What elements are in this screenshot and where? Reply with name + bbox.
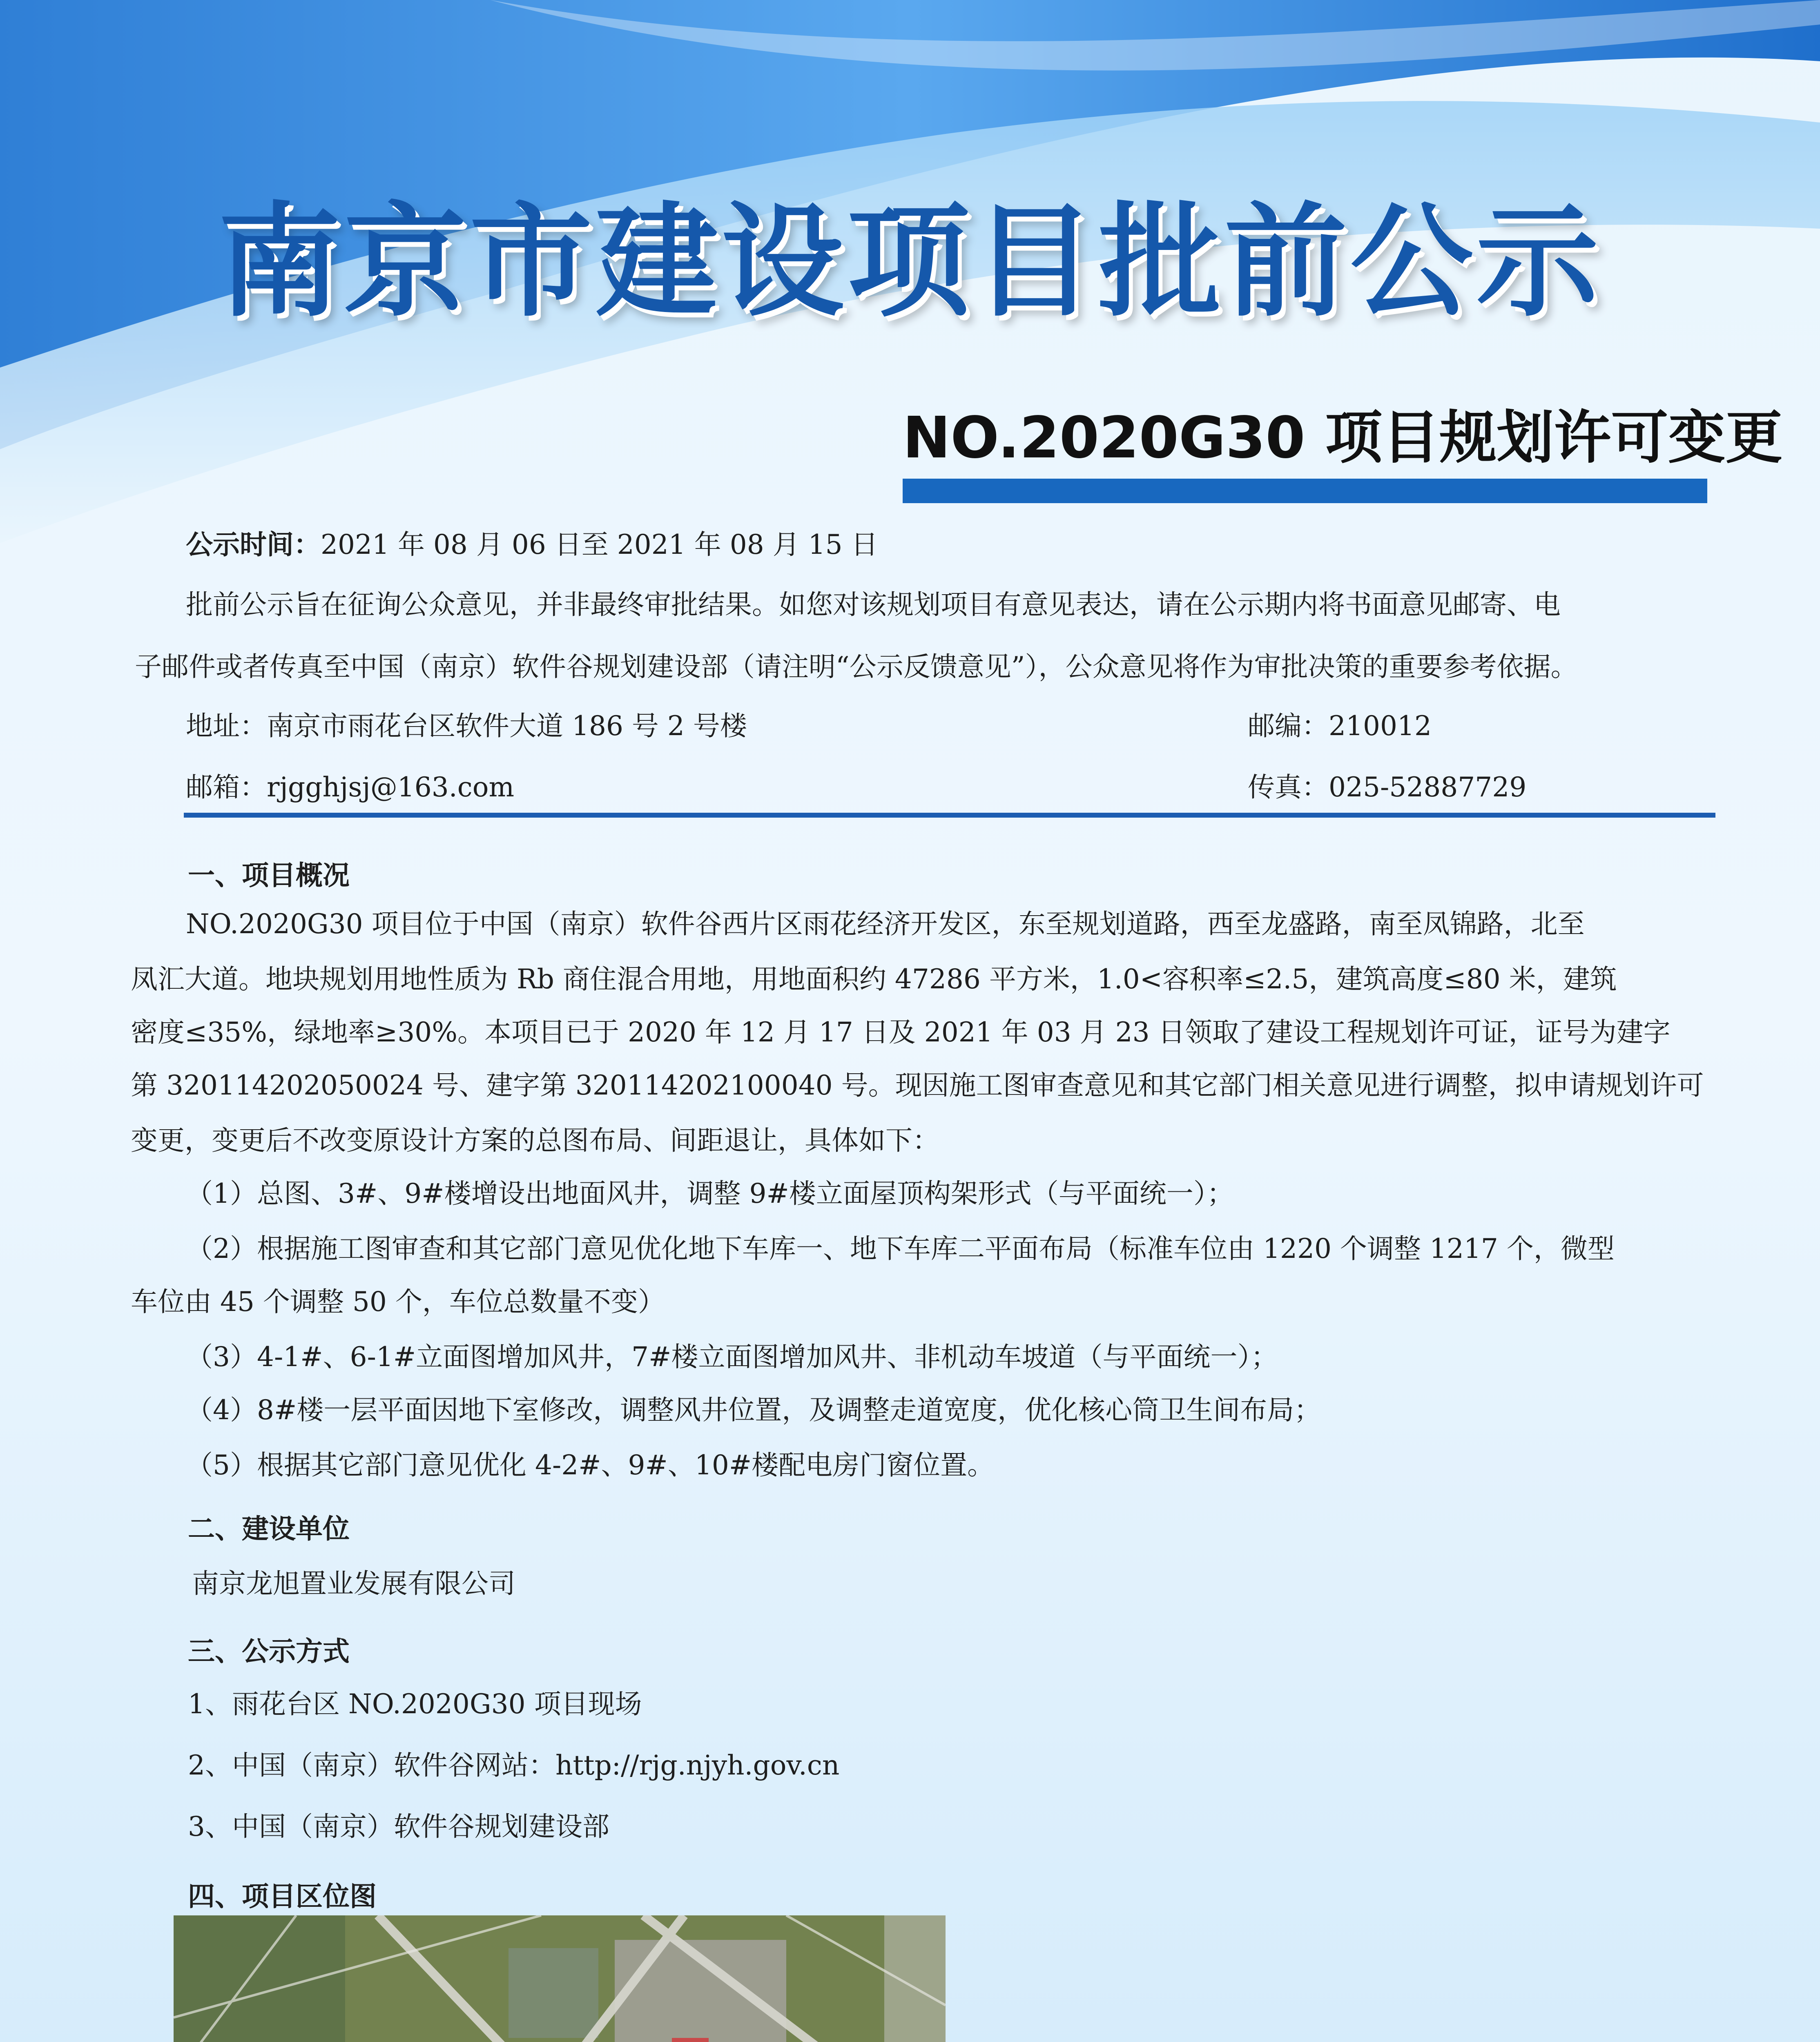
section-4-heading: 四、项目区位图: [188, 1881, 377, 1912]
section-3-heading: 三、公示方式: [188, 1636, 350, 1667]
change-item: （4）8#楼一层平面因地下室修改，调整风井位置，及调整走道宽度，优化核心筒卫生间布局；: [186, 1394, 1321, 1426]
publicity-method: 2、中国（南京）软件谷网站：http://rjg.njyh.gov.cn: [188, 1750, 840, 1781]
publicity-method: 1、雨花台区 NO.2020G30 项目现场: [188, 1688, 642, 1720]
notice-time-label: 公示时间：: [186, 528, 321, 560]
change-item: （1）总图、3#、9#楼增设出地面风井，调整 9#楼立面屋顶构架形式（与平面统一）；: [186, 1178, 1234, 1209]
section-1-heading: 一、项目概况: [188, 860, 350, 891]
subtitle-underline-bar: [903, 479, 1707, 503]
developer-name: 南京龙旭置业发展有限公司: [192, 1568, 515, 1599]
publicity-method: 3、中国（南京）软件谷规划建设部: [188, 1811, 609, 1842]
section-1-line: 密度≤35%，绿地率≥30%。本项目已于 2020 年 12 月 17 日及 2021 年 03 月 23 日领取了建设工程规划许可证，证号为建字: [131, 1017, 1671, 1048]
notice-intro-line-2: 子邮件或者传真至中国（南京）软件谷规划建设部（请注明“公示反馈意见”），公众意见将作为审批决策的重要参考依据。: [135, 651, 1578, 682]
location-map: [174, 1915, 946, 2042]
contact-address: 地址：南京市雨花台区软件大道 186 号 2 号楼: [186, 710, 747, 742]
satellite-map-image: [174, 1915, 946, 2042]
section-1-line: 变更，变更后不改变原设计方案的总图布局、间距退让，具体如下：: [131, 1125, 939, 1156]
notice-subtitle: NO.2020G30 项目规划许可变更: [903, 405, 1783, 471]
change-item: （3）4-1#、6-1#立面图增加风井，7#楼立面图增加风井、非机动车坡道（与平面统一）；: [186, 1341, 1278, 1373]
notice-time: [186, 528, 878, 560]
contact-postcode: 邮编：210012: [1248, 710, 1432, 742]
notice-time-value: 2021 年 08 月 06 日至 2021 年 08 月 15 日: [321, 529, 878, 560]
change-item: （5）根据其它部门意见优化 4-2#、9#、10#楼配电房门窗位置。: [186, 1449, 995, 1481]
section-1-line: 凤汇大道。地块规划用地性质为 Rb 商住混合用地，用地面积约 47286 平方米，1.0<容积率≤2.5，建筑高度≤80 米，建筑: [131, 963, 1617, 995]
section-2-heading: 二、建设单位: [188, 1513, 350, 1545]
contact-email: 邮箱：rjgghjsj@163.com: [186, 771, 515, 803]
page-title: 南京市建设项目批前公示: [218, 191, 1602, 333]
contact-fax: 传真：025-52887729: [1248, 771, 1527, 803]
divider-rule: [184, 813, 1715, 818]
notice-intro-line-1: 批前公示旨在征询公众意见，并非最终审批结果。如您对该规划项目有意见表达，请在公示期内将书面意见邮寄、电: [186, 589, 1561, 620]
section-1-line: NO.2020G30 项目位于中国（南京）软件谷西片区雨花经济开发区，东至规划道路，西至龙盛路，南至凤锦路，北至: [186, 908, 1585, 940]
change-item: （2）根据施工图审查和其它部门意见优化地下车库一、地下车库二平面布局（标准车位由 1220 个调整 1217 个，微型: [186, 1233, 1615, 1264]
section-1-line: 第 320114202050024 号、建字第 320114202100040 号。现因施工图审查意见和其它部门相关意见进行调整，拟申请规划许可: [131, 1070, 1704, 1101]
change-item-continuation: 车位由 45 个调整 50 个，车位总数量不变）: [131, 1286, 665, 1317]
